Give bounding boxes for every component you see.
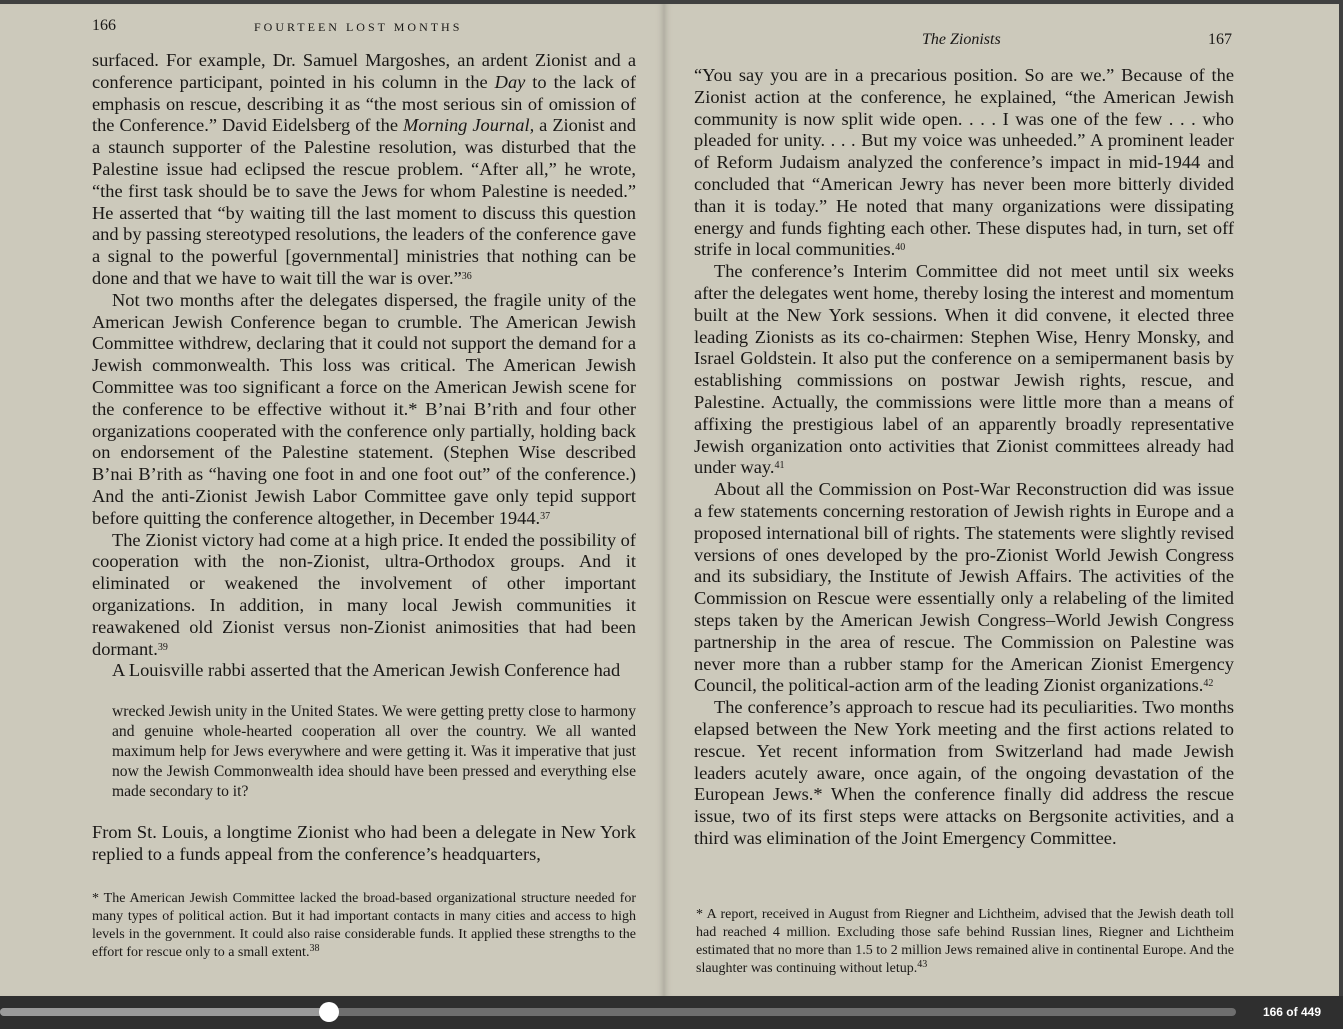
note-ref: 39 (157, 641, 168, 653)
footnote-ref: 38 (309, 943, 320, 954)
paragraph (92, 660, 636, 682)
left-footnote (92, 890, 636, 962)
page-number: 167 (1208, 31, 1232, 48)
text-run: The conference’s Interim Committee did not meet until six weeks after the delegates went home, thereby losing the interest and momentum built at the New York sessions. When it did convene, it elected three leading Zionists as its co-chairmen: Stephen Wise, Henry Monsky, and Israel Goldstein. It also put the conference on a semipermanent basis by establishing commissions on postwar Jewish rights, rescue, and Palestine. Actually, the commissions were little more than a means of affixing the prestigious label of an apparently broadly representative Jewish organization onto activities that Zionist committees already had under way. (694, 261, 1234, 478)
paragraph: From St. Louis, a longtime Zionist who had been a delegate in New York replied to a funds appeal from the conference’s headquarters, (92, 822, 636, 864)
running-head: The Zionists (922, 31, 1001, 48)
text-run: About all the Commission on Post-War Reconstruction did was issue a few statements concerning restoration of Jewish rights in Europe and a proposed international bill of rights. The statements were slightly revised versions of ones developed by the pro-Zionist World Jewish Congress and its subsidiary, the Institute of Jewish Affairs. The activities of the Commission on Rescue were essentially only a relabeling of the limited steps taken by the American Jewish Congress–World Jewish Congress partnership in the area of rescue. The Commission on Palestine was never more than a rubber stamp for the American Zionist Emergency Council, the political-action arm of the leading Zionist organizations. (694, 479, 1234, 696)
page-counter: 166 of 449 (1262, 1005, 1321, 1019)
right-page (664, 4, 1339, 996)
text-run: Not two months after the delegates dispersed, the fragile unity of the American Jewish Conference began to crumble. The American Jewish Committee withdrew, declaring that it could not support the demand for a Jewish commonwealth. This loss was critical. The American Jewish Committee was too significant a force on the American Jewish scene for the conference to be effective without it.* B’nai B’rith and four other organizations cooperated with the conference only partially, holding back on endorsement of the Palestine statement. (Stephen Wise described B’nai B’rith as “having one foot in and one foot out” of the conference.) And the anti-Zionist Jewish Labor Committee gave only tepid support before quitting the conference altogether, in December 1944. (92, 289, 636, 528)
running-head: FOURTEEN LOST MONTHS (254, 20, 463, 34)
note-ref: 42 (1203, 678, 1214, 690)
paragraph (92, 530, 636, 661)
reader-toolbar (0, 996, 1343, 1029)
page-number: 166 (92, 17, 116, 34)
left-body-text (92, 50, 636, 866)
paragraph (694, 697, 1234, 850)
paragraph (92, 50, 636, 290)
text-run: Morning Journal, (403, 115, 535, 136)
progress-slider-handle[interactable] (319, 1002, 339, 1022)
text-run: Day (494, 71, 526, 92)
right-paragraphs (694, 65, 1234, 850)
text-run: The conference’s approach to rescue had its peculiarities. Two months elapsed between the New York meeting and the first actions related to rescue. Yet recent information from Switzerland had made Jewish leaders acutely aware, once again, of the ongoing devastation of the European Jews.* When the conference finally did address the rescue issue, two of its first steps were attacks on Bergsonite activities, and a third was elimination of the Joint Emergency Committee. (694, 697, 1234, 848)
text-run: A Louisville rabbi asserted that the American Jewish Conference had (112, 660, 621, 681)
page-progress-slider[interactable] (0, 1008, 1236, 1016)
note-ref: 37 (540, 510, 551, 522)
progress-fill (0, 1008, 329, 1016)
text-run: “You say you are in a precarious position. So are we.” Because of the Zionist action at the conference, he explained, “the American Jewish community is now split wide open. . . . I was one of the few . . . who pleaded for unity. . . . But my voice was unheeded.” A prominent leader of Reform Judaism analyzed the conference’s impact in mid-1944 and concluded that “American Jewry has never been more bitterly divided than it is today.” He noted that many organizations were dissipating energy and funds fighting each other. These disputes had, in turn, set off strife in local communities. (694, 65, 1234, 260)
paragraph (694, 479, 1234, 697)
right-body-text (694, 65, 1234, 850)
text-run: a Zionist and a staunch supporter of the Palestine resolution, was disturbed that the Palestine issue had eclipsed the rescue problem. “After all,” he wrote, “the first task should be to save the Jews for whom Palestine is needed.” He asserted that “by waiting till the last moment to discuss this question and by passing stereotyped resolutions, the leaders of the conference gave a signal to the powerful [governmental] ministries that nothing can be done and that we have to wait till the war is over.” (92, 115, 636, 288)
note-ref: 36 (461, 270, 472, 282)
text-run: The Zionist victory had come at a high price. It ended the possibility of cooperation with the non-Zionist, ultra-Orthodox groups. And it eliminated or weakened the involvement of other important organizations. In addition, in many local Jewish communities it reawakened old Zionist versus non-Zionist animosities that had been dormant. (92, 529, 636, 659)
left-page (0, 4, 664, 996)
paragraph (694, 65, 1234, 261)
footnote-ref: 43 (917, 959, 928, 970)
note-ref: 41 (774, 460, 785, 472)
left-paragraphs (92, 50, 636, 682)
paragraph (694, 261, 1234, 479)
text-run: to the lack of emphasis on rescue, describing it as “the most serious sin of omission of the Conference.” David Eidelsberg of the (92, 71, 636, 136)
footnote-text: * A report, received in August from Riegner and Lichtheim, advised that the Jewish death toll had reached 4 million. Excluding those safe behind Russian lines, Riegner and Lichtheim estimated that no more than 1.5 to 2 million Jews remained alive in continental Europe. And the slaughter was continuing without letup. (696, 907, 1234, 976)
text-run: surfaced. For example, Dr. Samuel Margoshes, an ardent Zionist and a conference participant, pointed in his column in the (92, 50, 636, 92)
block-quote: wrecked Jewish unity in the United States. We were getting pretty close to harmony and genuine whole-hearted cooperation all over the country. We all wanted maximum help for Jews everywhere and were getting it. Was it imperative that just now the Jewish Commonwealth idea should have been pressed and everything else made secondary to it? (112, 703, 636, 801)
note-ref: 40 (895, 242, 906, 254)
paragraph (92, 290, 636, 530)
footnote-text: * The American Jewish Committee lacked the broad-based organizational structure needed for many types of political action. But it had important contacts in many cities and access to high levels in the government. It could also raise considerable funds. It applied these strengths to the effort for rescue only to a small extent. (92, 891, 636, 960)
right-footnote (696, 906, 1234, 978)
